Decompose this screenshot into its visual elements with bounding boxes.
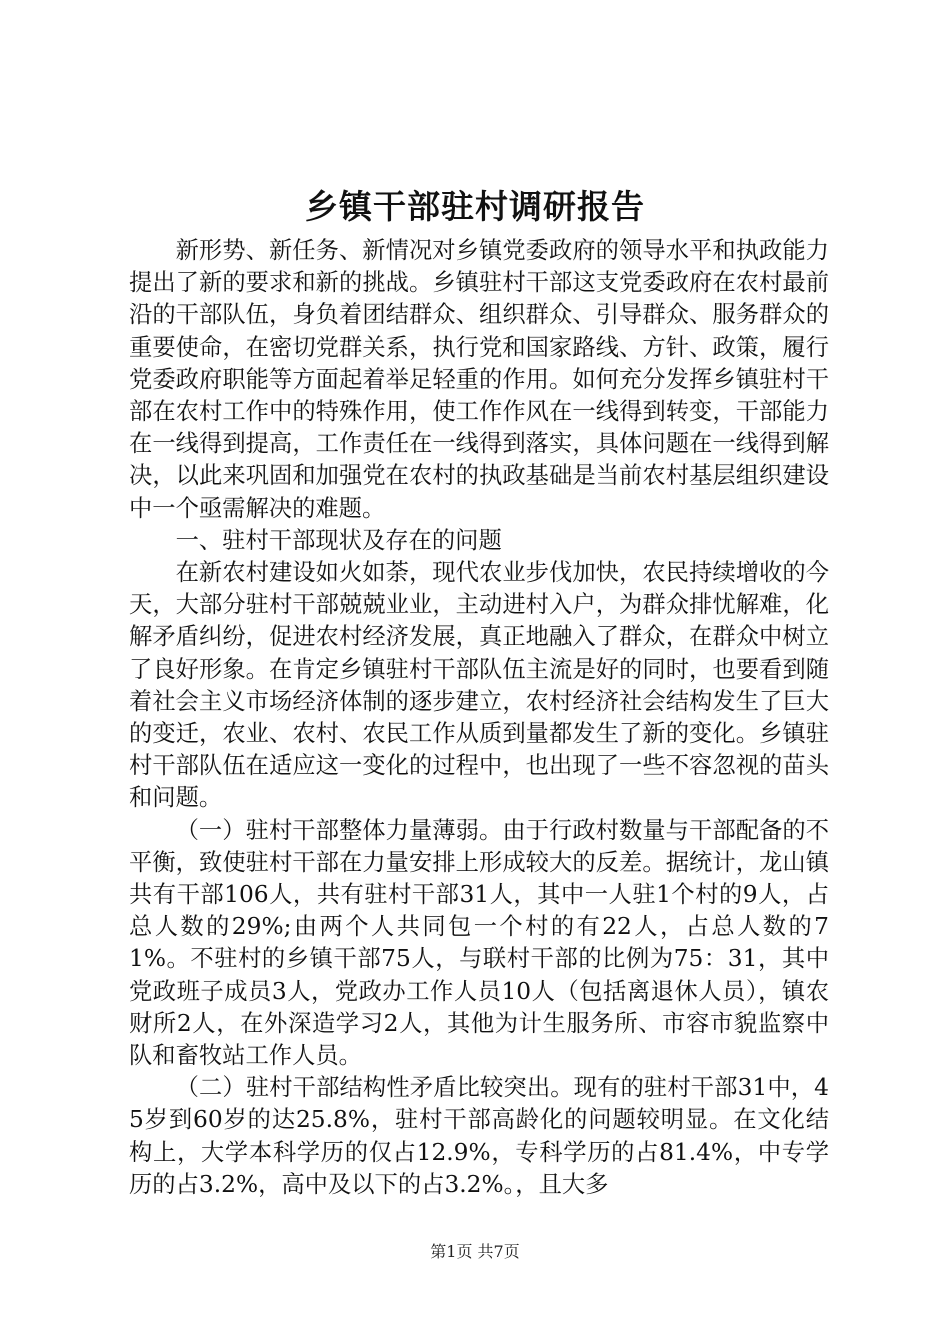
paragraph-item-1: （一）驻村干部整体力量薄弱。由于行政村数量与干部配备的不平衡，致使驻村干部在力量安排上形成较大的反差。据统计，龙山镇共有干部106人，共有驻村干部31人，其中一人驻1个村的9人，占总人数的29%;由两个人共同包一个村的有22人，占总人数的71%。不驻村的乡镇干部75人，与联村干部的比例为75：31，其中党政班子成员3人，党政办工作人员10人（包括离退休人员），镇农财所2人，在外深造学习2人，其他为计生服务所、市容市貌监察中队和畜牧站工作人员。	[129, 816, 829, 1070]
paragraph-item-2: （二）驻村干部结构性矛盾比较突出。现有的驻村干部31中，45岁到60岁的达25.8%，驻村干部高龄化的问题较明显。在文化结构上，大学本科学历的仅占12.9%，专科学历的占81.4%，中专学历的占3.2%，高中及以下的占3.2%。，且大多	[129, 1074, 829, 1198]
paragraph-status: 在新农村建设如火如荼，现代农业步伐加快，农民持续增收的今天，大部分驻村干部兢兢业业，主动进村入户，为群众排忧解难，化解矛盾纠纷，促进农村经济发展，真正地融入了群众，在群众中树立了良好形象。在肯定乡镇驻村干部队伍主流是好的同时，也要看到随着社会主义市场经济体制的逐步建立，农村经济社会结构发生了巨大的变迁，农业、农村、农民工作从质到量都发生了新的变化。乡镇驻村干部队伍在适应这一变化的过程中，也出现了一些不容忽视的苗头和问题。	[129, 559, 829, 812]
document-title: 乡镇干部驻村调研报告	[305, 187, 645, 226]
document-body	[129, 235, 829, 1201]
paragraph-intro: 新形势、新任务、新情况对乡镇党委政府的领导水平和执政能力提出了新的要求和新的挑战。乡镇驻村干部这支党委政府在农村最前沿的干部队伍，身负着团结群众、组织群众、引导群众、服务群众的重要使命，在密切党群关系，执行党和国家路线、方针、政策，履行党委政府职能等方面起着举足轻重的作用。如何充分发挥乡镇驻村干部在农村工作中的特殊作用，使工作作风在一线得到转变，干部能力在一线得到提高，工作责任在一线得到落实，具体问题在一线得到解决，以此来巩固和加强党在农村的执政基础是当前农村基层组织建设中一个亟需解决的难题。	[129, 237, 829, 522]
section-heading-1: 一、驻村干部现状及存在的问题	[175, 526, 502, 554]
page-number-footer: 第1页 共7页	[430, 1242, 520, 1261]
